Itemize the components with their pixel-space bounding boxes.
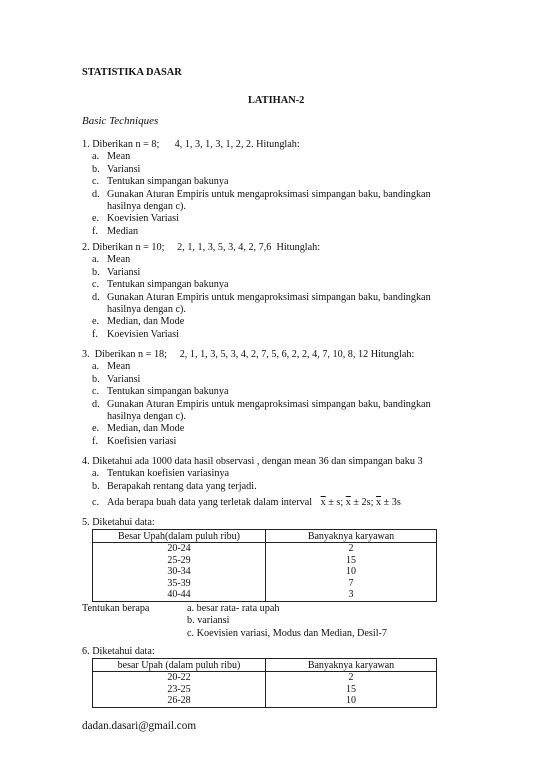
- question-5-tasks: [82, 603, 462, 640]
- document-title: STATISTIKA DASAR: [82, 67, 182, 78]
- exercise-title: LATIHAN-2: [248, 95, 305, 106]
- option: c. Tentukan simpangan bakunya: [92, 386, 229, 398]
- question-2: [82, 242, 462, 341]
- option: c. Ada berapa buah data yang terletak dalam interval $\overline{x} \pm s$; $\overline{x} \pm 2s$; $\overline{x} \pm 3s$: [92, 497, 401, 509]
- option: b. Variansi: [92, 266, 141, 278]
- table-row: 26-28 10: [93, 695, 437, 707]
- option: a. Tentukan koefisien variasinya: [92, 468, 230, 480]
- task-item: a. besar rata- rata upah: [187, 602, 280, 614]
- option: f. Koevisien Variasi: [92, 328, 179, 340]
- option: d. Gunakan Aturan Empiris untuk mengaproksimasi simpangan baku, bandingkan hasilnya dengan c).: [92, 291, 431, 316]
- option: a. Mean: [92, 361, 131, 373]
- option: d. Gunakan Aturan Empiris untuk mengaproksimasi simpangan baku, bandingkan hasilnya dengan c).: [92, 398, 431, 423]
- question-1: [82, 139, 462, 238]
- table-header: Banyaknya karyawan: [266, 530, 437, 543]
- table-header: besar Upah (dalam puluh ribu): [93, 659, 266, 672]
- table-row: 40-44 3: [93, 589, 437, 601]
- table-row: 35-39 7: [93, 578, 437, 590]
- question-1-options: [82, 151, 462, 238]
- question-5-stem: 5. Diketahui data:: [82, 517, 155, 528]
- table-row: 20-24 2: [93, 543, 437, 555]
- table-header: Banyaknya karyawan: [266, 659, 437, 672]
- option: f. Koefisien variasi: [92, 435, 177, 447]
- option: d. Gunakan Aturan Empiris untuk mengaproksimasi simpangan baku, bandingkan hasilnya dengan c).: [92, 188, 431, 213]
- question-3-options: [82, 361, 462, 448]
- option: e. Median, dan Mode: [92, 316, 185, 328]
- option: e. Koevisien Variasi: [92, 213, 179, 225]
- x-bar: $\overline{x}$: [375, 497, 382, 509]
- table-row: 23-25 15: [93, 684, 437, 696]
- tasks-list: [187, 603, 387, 640]
- question-5: [82, 517, 462, 640]
- table-header: Besar Upah(dalam puluh ribu): [93, 530, 266, 543]
- x-bar: $\overline{x}$: [320, 497, 326, 509]
- option: b. Berapakah rentang data yang terjadi.: [92, 480, 257, 492]
- question-1-stem: 1. Diberikan n = 8; 4, 1, 3, 1, 3, 1, 2, 2. Hitunglah:: [82, 139, 300, 150]
- wage-table-2: [92, 658, 437, 707]
- option: a. Mean: [92, 151, 131, 163]
- table-row: 20-22 2: [93, 672, 437, 684]
- question-2-stem: 2. Diberikan n = 10; 2, 1, 1, 3, 5, 3, 4, 2, 7,6 Hitunglah:: [82, 242, 321, 253]
- question-6: [82, 646, 462, 708]
- question-4-stem: 4. Diketahui ada 1000 data hasil observasi , dengan mean 36 dan simpangan baku 3: [82, 456, 423, 467]
- option: c. Tentukan simpangan bakunya: [92, 176, 229, 188]
- option: e. Median, dan Mode: [92, 423, 185, 435]
- option: a. Mean: [92, 254, 131, 266]
- table-row: 30-34 10: [93, 566, 437, 578]
- table-row: 25-29 15: [93, 555, 437, 567]
- section-heading: Basic Techniques: [82, 115, 159, 127]
- x-bar: $\overline{x}$: [345, 497, 351, 509]
- option: b. Variansi: [92, 163, 141, 175]
- author-email: dadan.dasari@gmail.com: [82, 720, 197, 732]
- task-item: c. Koevisien variasi, Modus dan Median, Desil-7: [187, 627, 388, 639]
- question-3-stem: 3. Diberikan n = 18; 2, 1, 1, 3, 5, 3, 4, 2, 7, 5, 6, 2, 2, 4, 7, 10, 8, 12 Hitunglah:: [82, 349, 415, 360]
- question-3: [82, 349, 462, 448]
- question-6-stem: 6. Diketahui data:: [82, 646, 155, 657]
- question-2-options: [82, 254, 462, 341]
- question-4: [82, 456, 462, 510]
- option: c. Tentukan simpangan bakunya: [92, 279, 229, 291]
- option: b. Variansi: [92, 373, 141, 385]
- task-item: b. variansi: [187, 615, 230, 627]
- wage-table-1: [92, 529, 437, 602]
- question-4-options: [82, 468, 462, 509]
- tasks-label: Tentukan berapa: [82, 602, 150, 614]
- option: f. Median: [92, 225, 139, 237]
